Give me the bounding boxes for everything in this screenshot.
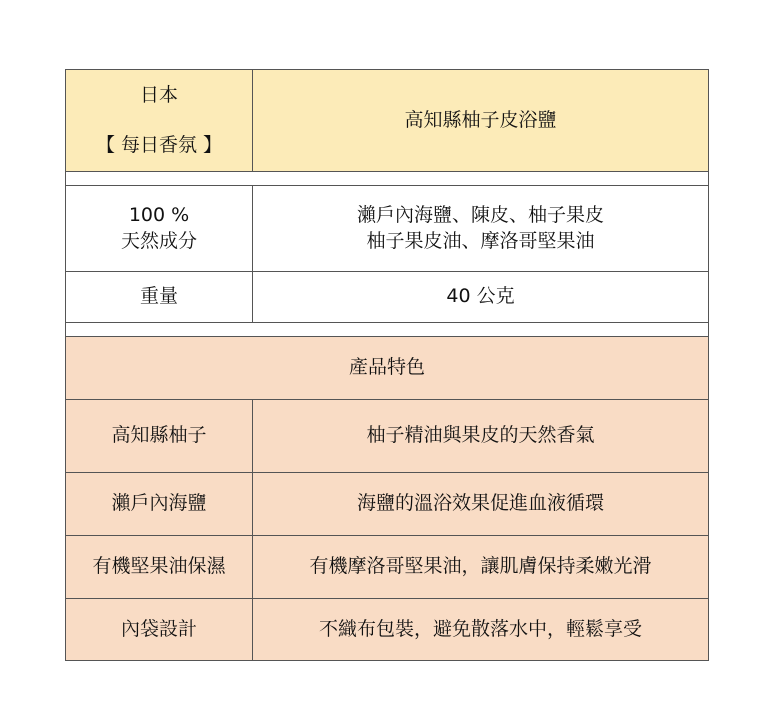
feature-value: 海鹽的溫浴效果促進血液循環 — [253, 473, 709, 536]
weight-value: 40 公克 — [253, 272, 709, 323]
origin-cell — [66, 70, 253, 172]
feature-label: 內袋設計 — [66, 599, 253, 661]
feature-value: 柚子精油與果皮的天然香氣 — [253, 400, 709, 473]
spacer-row-2 — [66, 323, 709, 337]
ingredients-label — [66, 186, 253, 272]
feature-label: 有機堅果油保濕 — [66, 536, 253, 599]
spacer-cell — [66, 172, 709, 186]
origin-country: 日本 — [139, 83, 178, 106]
spacer-row — [66, 172, 709, 186]
spacer-cell-2 — [66, 323, 709, 337]
ingredients-percent: 100 % — [128, 203, 190, 226]
weight-row — [66, 272, 709, 323]
feature-label: 瀨戶內海鹽 — [66, 473, 253, 536]
features-heading: 產品特色 — [66, 337, 709, 400]
ingredients-value — [253, 186, 709, 272]
product-info-table — [65, 69, 709, 661]
feature-row — [66, 473, 709, 536]
ingredients-natural: 天然成分 — [120, 229, 197, 252]
feature-value: 有機摩洛哥堅果油，讓肌膚保持柔嫩光滑 — [253, 536, 709, 599]
header-row — [66, 70, 709, 172]
feature-label: 高知縣柚子 — [66, 400, 253, 473]
feature-value: 不織布包裝，避免散落水中，輕鬆享受 — [253, 599, 709, 661]
brand-series: 【 每日香氛 】 — [95, 133, 223, 156]
product-title: 高知縣柚子皮浴鹽 — [253, 70, 709, 172]
ingredients-row — [66, 186, 709, 272]
weight-label: 重量 — [66, 272, 253, 323]
features-heading-row — [66, 337, 709, 400]
feature-row — [66, 400, 709, 473]
feature-row — [66, 536, 709, 599]
feature-row — [66, 599, 709, 661]
ingredients-list-line1: 瀨戶內海鹽、陳皮、柚子果皮 — [356, 203, 604, 226]
ingredients-list-line2: 柚子果皮油、摩洛哥堅果油 — [366, 229, 595, 252]
